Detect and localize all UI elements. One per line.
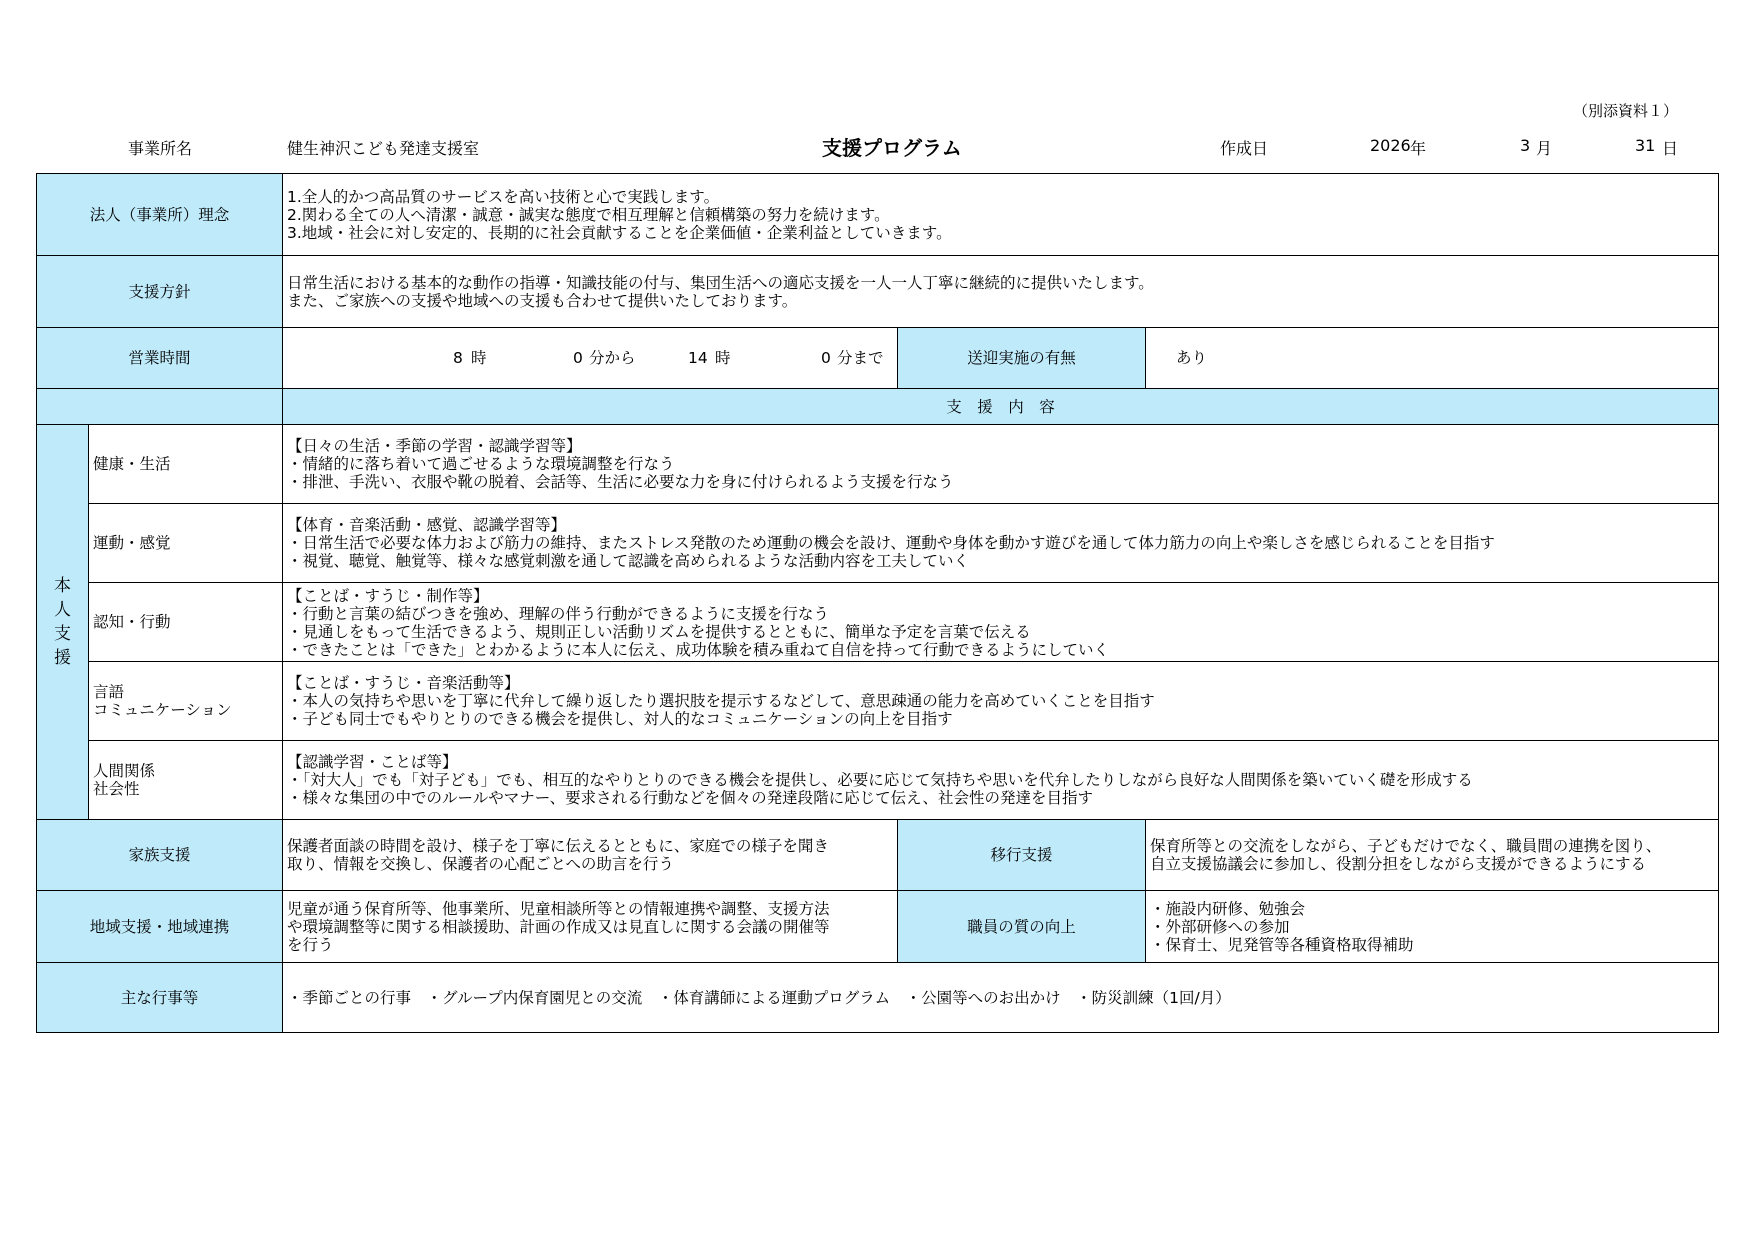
detail-line: ・情緒的に落ち着いて過ごせるような環境調整を行なう bbox=[287, 455, 675, 473]
community-support-line: や環境調整等に関する相談援助、計画の作成又は見直しに関する会議の開催等 bbox=[287, 917, 830, 936]
date-day-unit: 日 bbox=[1662, 139, 1679, 158]
staff-quality-content bbox=[1146, 891, 1719, 963]
end-hour-unit: 時 bbox=[715, 349, 731, 367]
philosophy-line: 2.関わる全ての人へ清潔・誠意・誠実な態度で相互理解と信頼構築の努力を続けます。 bbox=[287, 205, 890, 224]
detail-line: ・様々な集団の中でのルールやマナー、要求される行動などを個々の発達段階に応じて伝え、社会性の発達を目指す bbox=[287, 789, 1094, 807]
community-support-line: を行う bbox=[287, 935, 334, 954]
self-support-detail bbox=[283, 504, 1719, 583]
detail-line: ・子ども同士でもやりとりのできる機会を提供し、対人的なコミュニケーションの向上を目指す bbox=[287, 710, 953, 728]
events-label: 主な行事等 bbox=[37, 963, 283, 1033]
hours-row bbox=[37, 328, 1719, 389]
end-hour: 14 bbox=[688, 349, 708, 367]
detail-line: 【日々の生活・季節の学習・認識学習等】 bbox=[287, 437, 582, 455]
transport-label: 送迎実施の有無 bbox=[898, 328, 1146, 389]
family-transition-row bbox=[37, 820, 1719, 891]
community-support-line: 児童が通う保育所等、他事業所、児童相談所等との情報連携や調整、支援方法 bbox=[287, 899, 830, 918]
self-support-row bbox=[37, 662, 1719, 741]
start-minute: 0 bbox=[573, 349, 583, 367]
date-day: 31 bbox=[1635, 136, 1656, 155]
page-title: 支援プログラム bbox=[822, 136, 962, 160]
date-month-unit: 月 bbox=[1536, 139, 1553, 158]
self-support-row bbox=[37, 425, 1719, 504]
staff-quality-line: ・外部研修への参加 bbox=[1150, 917, 1290, 936]
transition-support-label: 移行支援 bbox=[898, 820, 1146, 891]
self-support-category bbox=[89, 662, 283, 741]
date-year-unit: 年 bbox=[1410, 139, 1427, 158]
philosophy-line: 1.全人的かつ高品質のサービスを高い技術と心で実践します。 bbox=[287, 187, 720, 206]
category-label: 人間関係 bbox=[93, 762, 156, 780]
date-year: 2026 bbox=[1370, 136, 1411, 155]
support-program-table bbox=[36, 173, 1719, 1033]
office-name: 健生神沢こども発達支援室 bbox=[287, 139, 480, 158]
self-support-detail bbox=[283, 425, 1719, 504]
policy-line: 日常生活における基本的な動作の指導・知識技能の付与、集団生活への適応支援を一人一人丁寧に継続的に提供いたします。 bbox=[287, 273, 1154, 292]
philosophy-label: 法人（事業所）理念 bbox=[37, 174, 283, 256]
self-support-category bbox=[89, 741, 283, 820]
category-label: 運動・感覚 bbox=[93, 534, 171, 552]
category-label: 社会性 bbox=[93, 780, 140, 798]
category-label: 健康・生活 bbox=[93, 455, 171, 473]
date-label: 作成日 bbox=[1220, 139, 1269, 158]
transport-value: あり bbox=[1146, 328, 1719, 389]
support-content-header-blank bbox=[37, 389, 283, 425]
self-support-label bbox=[37, 425, 89, 820]
policy-content bbox=[283, 256, 1719, 328]
self-support-detail bbox=[283, 662, 1719, 741]
start-hour: 8 bbox=[453, 349, 463, 367]
self-support-detail bbox=[283, 741, 1719, 820]
date-month: 3 bbox=[1520, 136, 1531, 155]
family-support-line: 取り、情報を交換し、保護者の心配ごとへの助言を行う bbox=[287, 855, 674, 873]
transition-support-line: 自立支援協議会に参加し、役割分担をしながら支援ができるようにする bbox=[1150, 855, 1647, 873]
self-support-label-text: 本人支援 bbox=[54, 576, 71, 668]
self-support-detail bbox=[283, 583, 1719, 662]
self-support-category bbox=[89, 583, 283, 662]
community-staff-row bbox=[37, 891, 1719, 963]
category-label: 言語 bbox=[93, 683, 125, 701]
detail-line: 【ことば・すうじ・制作等】 bbox=[287, 587, 489, 605]
detail-line: 【ことば・すうじ・音楽活動等】 bbox=[287, 674, 520, 692]
detail-line: ・「対大人」でも「対子ども」でも、相互的なやりとりのできる機会を提供し、必要に応じて気持ちや思いを代弁したりしながら良好な人間関係を築いていく礎を形成する bbox=[287, 771, 1473, 789]
from-text: 分から bbox=[589, 349, 636, 367]
events-row bbox=[37, 963, 1719, 1033]
start-hour-unit: 時 bbox=[471, 349, 487, 367]
staff-quality-label: 職員の質の向上 bbox=[898, 891, 1146, 963]
policy-line: また、ご家族への支援や地域への支援も合わせて提供いたしております。 bbox=[287, 291, 798, 310]
self-support-row bbox=[37, 583, 1719, 662]
transition-support-content bbox=[1146, 820, 1719, 891]
community-support-label: 地域支援・地域連携 bbox=[37, 891, 283, 963]
detail-line: ・できたことは「できた」とわかるように本人に伝え、成功体験を積み重ねて自信を持って行動できるようにしていく bbox=[287, 641, 1110, 659]
end-minute: 0 bbox=[821, 349, 831, 367]
transition-support-line: 保育所等との交流をしながら、子どもだけでなく、職員間の連携を図り、 bbox=[1150, 837, 1662, 855]
family-support-label: 家族支援 bbox=[37, 820, 283, 891]
hours-label: 営業時間 bbox=[37, 328, 283, 389]
support-content-header: 支 援 内 容 bbox=[283, 389, 1719, 425]
philosophy-content bbox=[283, 174, 1719, 256]
detail-line: ・見通しをもって生活できるよう、規則正しい活動リズムを提供するとともに、簡単な予定を言葉で伝える bbox=[287, 623, 1031, 641]
self-support-row bbox=[37, 504, 1719, 583]
detail-line: ・視覚、聴覚、触覚等、様々な感覚刺激を通して認識を高められるような活動内容を工夫していく bbox=[287, 552, 970, 570]
detail-line: 【体育・音楽活動・感覚、認識学習等】 bbox=[287, 516, 567, 534]
self-support-category bbox=[89, 425, 283, 504]
category-label: 認知・行動 bbox=[93, 613, 171, 631]
events-content: ・季節ごとの行事 ・グループ内保育園児との交流 ・体育講師による運動プログラム ・公園等へのお出かけ ・防災訓練（1回/月） bbox=[283, 963, 1719, 1033]
detail-line: ・排泄、手洗い、衣服や靴の脱着、会話等、生活に必要な力を身に付けられるよう支援を行なう bbox=[287, 473, 954, 491]
office-label: 事業所名 bbox=[128, 139, 193, 158]
staff-quality-line: ・施設内研修、勉強会 bbox=[1150, 899, 1306, 918]
family-support-content bbox=[283, 820, 898, 891]
community-support-content bbox=[283, 891, 898, 963]
attachment-annotation: （別添資料１） bbox=[1572, 102, 1678, 120]
category-label: コミュニケーション bbox=[93, 701, 232, 719]
self-support-row bbox=[37, 741, 1719, 820]
family-support-line: 保護者面談の時間を設け、様子を丁寧に伝えるとともに、家庭での様子を聞き bbox=[287, 837, 829, 855]
philosophy-row bbox=[37, 174, 1719, 256]
until-text: 分まで bbox=[837, 349, 884, 367]
philosophy-line: 3.地域・社会に対し安定的、長期的に社会貢献することを企業価値・企業利益としていきます。 bbox=[287, 223, 952, 242]
detail-line: 【認識学習・ことば等】 bbox=[287, 753, 458, 771]
hours-content bbox=[283, 328, 898, 389]
policy-label: 支援方針 bbox=[37, 256, 283, 328]
detail-line: ・日常生活で必要な体力および筋力の維持、またストレス発散のため運動の機会を設け、運動や身体を動かす遊びを通して体力筋力の向上や楽しさを感じられることを目指す bbox=[287, 534, 1495, 552]
detail-line: ・行動と言葉の結びつきを強め、理解の伴う行動ができるように支援を行なう bbox=[287, 605, 829, 623]
support-content-header-row bbox=[37, 389, 1719, 425]
policy-row bbox=[37, 256, 1719, 328]
staff-quality-line: ・保育士、児発管等各種資格取得補助 bbox=[1150, 935, 1414, 954]
detail-line: ・本人の気持ちや思いを丁寧に代弁して繰り返したり選択肢を提示するなどして、意思疎通の能力を高めていくことを目指す bbox=[287, 692, 1155, 710]
self-support-category bbox=[89, 504, 283, 583]
